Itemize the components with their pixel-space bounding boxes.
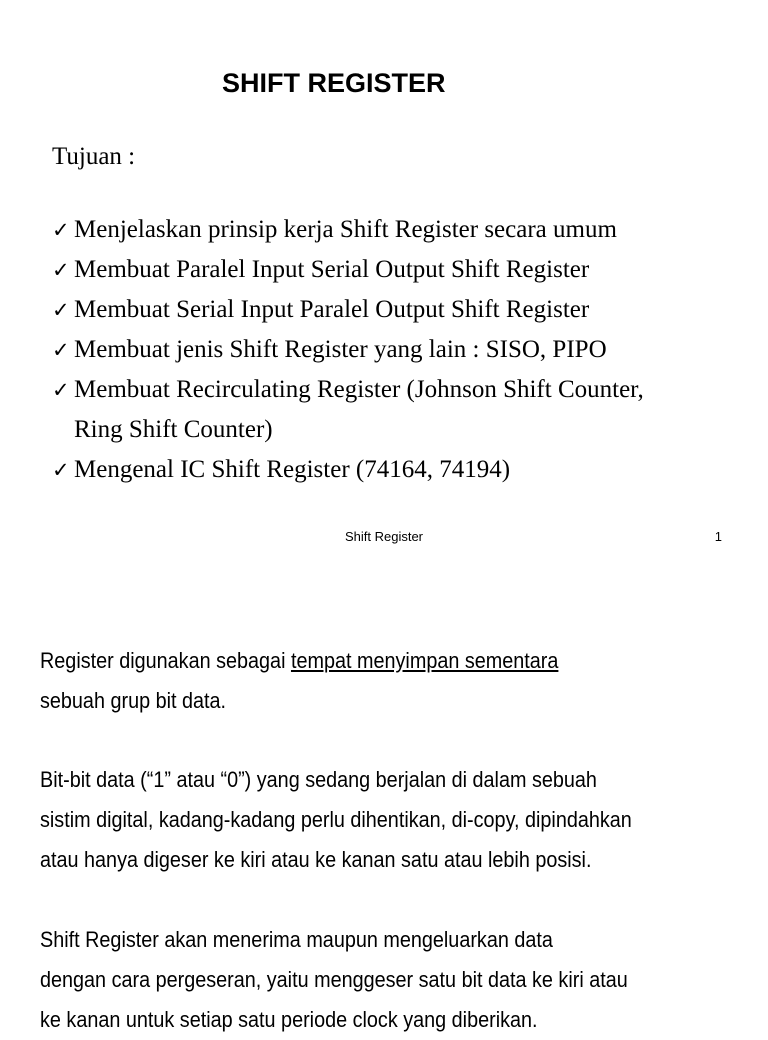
checkmark-icon: ✓: [52, 378, 70, 402]
checkmark-icon: ✓: [52, 298, 70, 322]
objective-item: ✓ Membuat jenis Shift Register yang lain : SISO, PIPO: [52, 330, 644, 370]
objective-item: ✓ Mengenal IC Shift Register (74164, 74194): [52, 450, 644, 490]
paragraph-line: Shift Register akan menerima maupun mengeluarkan data: [40, 927, 553, 952]
objective-item: ✓ Membuat Serial Input Paralel Output Shift Register: [52, 290, 644, 330]
paragraph-register-definition: [40, 641, 558, 721]
slide-2: [0, 580, 768, 1032]
objective-item-continuation: Ring Shift Counter): [74, 416, 273, 443]
paragraph-bit-data: [40, 760, 632, 880]
paragraph-line: ke kanan untuk setiap satu periode clock yang diberikan.: [40, 1007, 538, 1032]
objective-item: ✓ Membuat Paralel Input Serial Output Shift Register: [52, 250, 644, 290]
underlined-phrase: tempat menyimpan sementara: [290, 648, 559, 673]
checkmark-icon: ✓: [52, 218, 70, 242]
paragraph-line: atau hanya digeser ke kiri atau ke kanan satu atau lebih posisi.: [40, 847, 592, 872]
slide-page-number: 1: [714, 529, 722, 544]
paragraph-shift-register: [40, 920, 628, 1040]
paragraph-line: Bit-bit data (“1” atau “0”) yang sedang berjalan di dalam sebuah: [40, 767, 597, 792]
paragraph-line: sebuah grup bit data.: [40, 688, 227, 713]
objective-item: ✓ Membuat Recirculating Register (Johnson Shift Counter,: [52, 370, 644, 410]
paragraph-line: Register digunakan sebagai tempat menyimpan sementara: [40, 648, 559, 673]
objectives-heading: Tujuan :: [52, 143, 136, 170]
checkmark-icon: ✓: [52, 258, 70, 282]
objective-item: ✓ Menjelaskan prinsip kerja Shift Register secara umum: [52, 210, 644, 250]
checkmark-icon: ✓: [52, 338, 70, 362]
checkmark-icon: ✓: [52, 458, 70, 482]
objectives-list: [52, 210, 644, 490]
paragraph-line: dengan cara pergeseran, yaitu menggeser satu bit data ke kiri atau: [40, 967, 628, 992]
paragraph-line: sistim digital, kadang-kadang perlu dihentikan, di-copy, dipindahkan: [40, 807, 632, 832]
slide-title: SHIFT REGISTER: [222, 68, 446, 98]
slide-footer-title: Shift Register: [344, 529, 424, 544]
